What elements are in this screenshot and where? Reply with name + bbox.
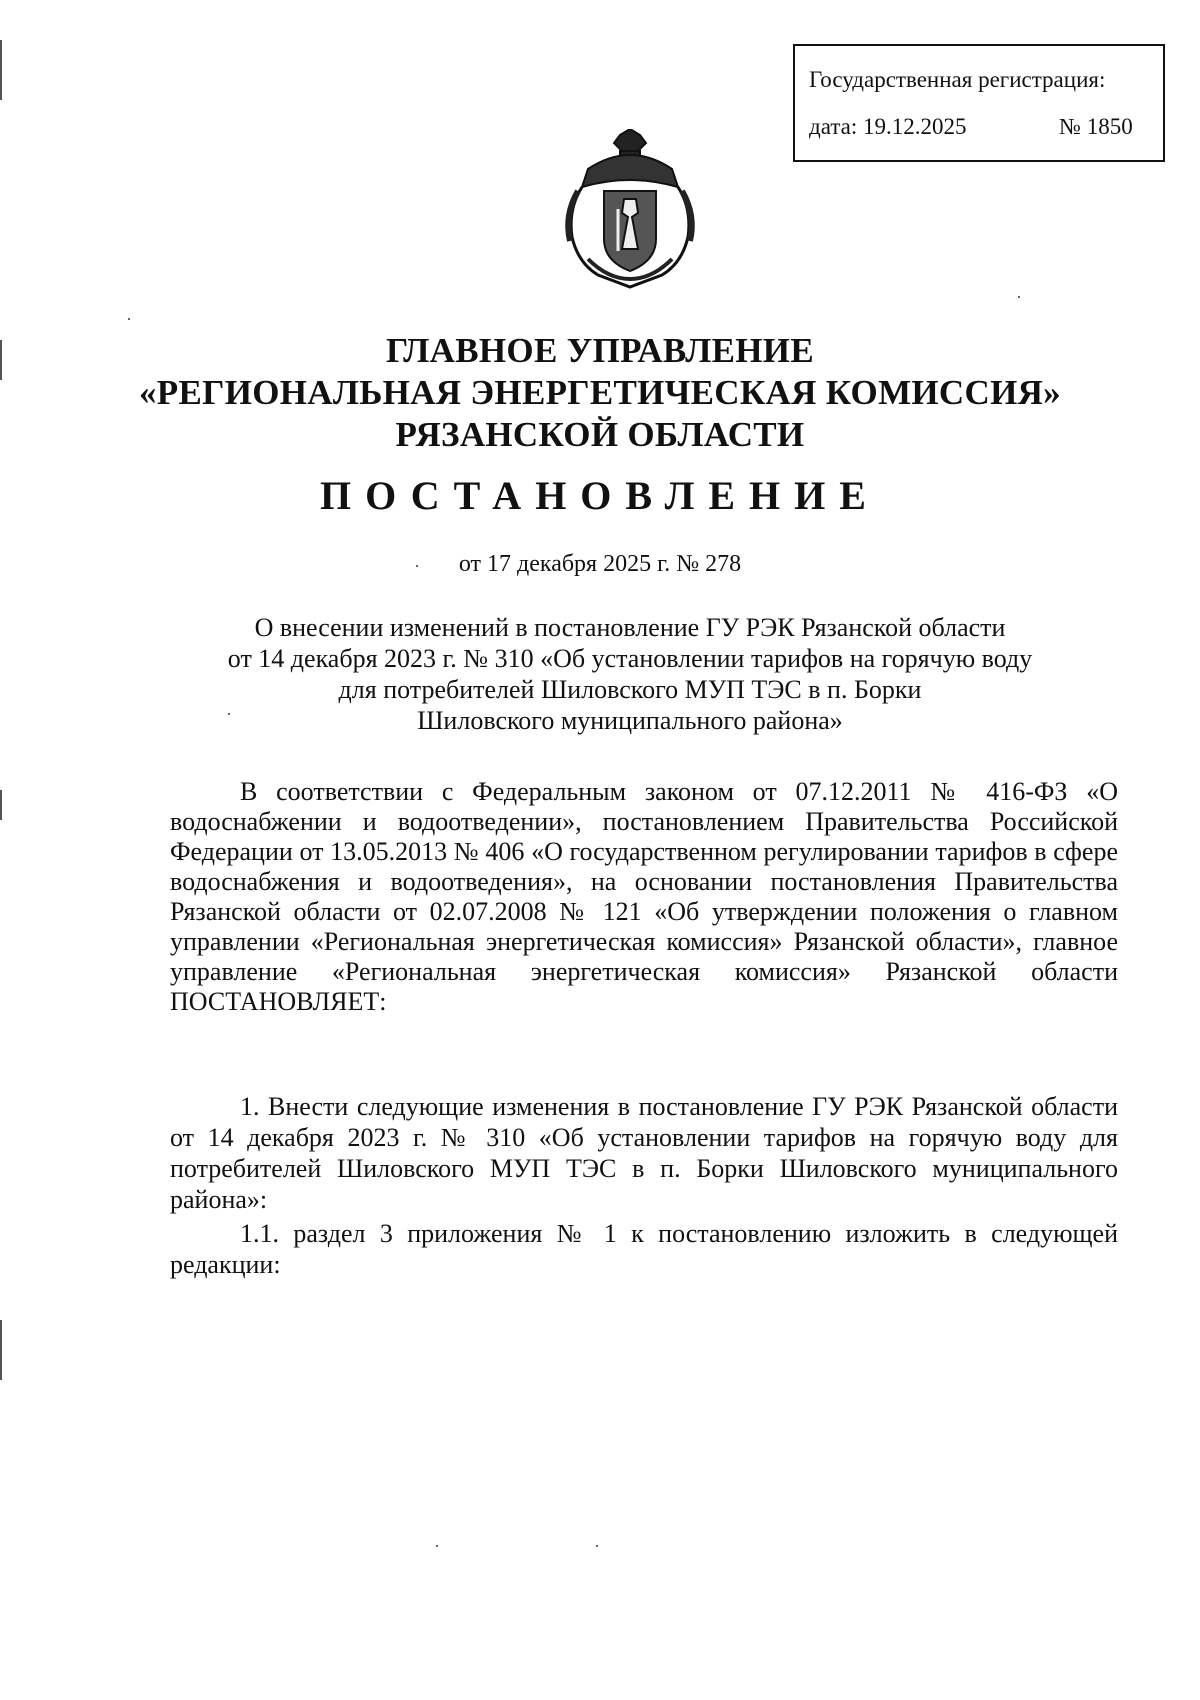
registration-title: Государственная регистрация: — [809, 67, 1106, 92]
organization-line-1: ГЛАВНОЕ УПРАВЛЕНИЕ — [386, 331, 814, 370]
scan-speck — [436, 1545, 438, 1547]
registration-date: дата: 19.12.2025 — [809, 114, 967, 139]
registration-number: № 1850 — [1059, 114, 1133, 139]
clause-1-paragraph: 1. Внести следующие изменения в постановление ГУ РЭК Рязанской области от 14 декабря 2023 г. № 310 «Об установлении тарифов на горячую воду для потребителей Шиловского МУП ТЭС в п. Борки Шиловского муниципального района»: — [170, 1092, 1118, 1214]
document-date-number: от 17 декабря 2025 г. № 278 — [458, 551, 742, 577]
scan-speck — [128, 318, 130, 320]
subject-line-2: от 14 декабря 2023 г. № 310 «Об установлении тарифов на горячую воду — [227, 644, 1033, 673]
document-subject — [160, 612, 1100, 736]
scan-speck — [1018, 296, 1020, 298]
organization-line-3: РЯЗАНСКОЙ ОБЛАСТИ — [395, 415, 805, 454]
ryazan-coat-of-arms-icon — [558, 129, 702, 289]
preamble-paragraph: В соответствии с Федеральным законом от 07.12.2011 № 416-ФЗ «О водоснабжении и водоотведении», постановлением Правительства Российской Федерации от 13.05.2013 № 406 «О государственном регулировании тарифов в сфере водоснабжения и водоотведения», на основании постановления Правительства Рязанской области от 02.07.2008 № 121 «Об утверждении положения о главном управлении «Региональная энергетическая комиссия» Рязанской области», главное управление «Региональная энергетическая комиссия» Рязанской области ПОСТАНОВЛЯЕТ: — [170, 777, 1118, 1016]
scan-edge-mark — [0, 1320, 2, 1380]
clause-1-1-paragraph: 1.1. раздел 3 приложения № 1 к постановлению изложить в следующей редакции: — [170, 1219, 1118, 1279]
registration-date-line — [809, 115, 1163, 138]
subject-line-4: Шиловского муниципального района» — [417, 706, 843, 735]
scan-edge-mark — [0, 40, 2, 100]
registration-stamp — [793, 44, 1165, 162]
scan-edge-mark — [0, 790, 2, 820]
scan-speck — [596, 1545, 598, 1547]
organization-name — [100, 330, 1100, 456]
organization-line-2: «РЕГИОНАЛЬНАЯ ЭНЕРГЕТИЧЕСКАЯ КОМИССИЯ» — [139, 373, 1061, 412]
subject-line-3: для потребителей Шиловского МУП ТЭС в п. Борки — [338, 675, 922, 704]
scan-edge-mark — [0, 340, 2, 380]
document-type: ПОСТАНОВЛЕНИЕ — [320, 473, 880, 518]
subject-line-1: О внесении изменений в постановление ГУ РЭК Рязанской области — [254, 613, 1006, 642]
scan-speck — [416, 565, 418, 567]
scan-speck — [228, 713, 230, 715]
